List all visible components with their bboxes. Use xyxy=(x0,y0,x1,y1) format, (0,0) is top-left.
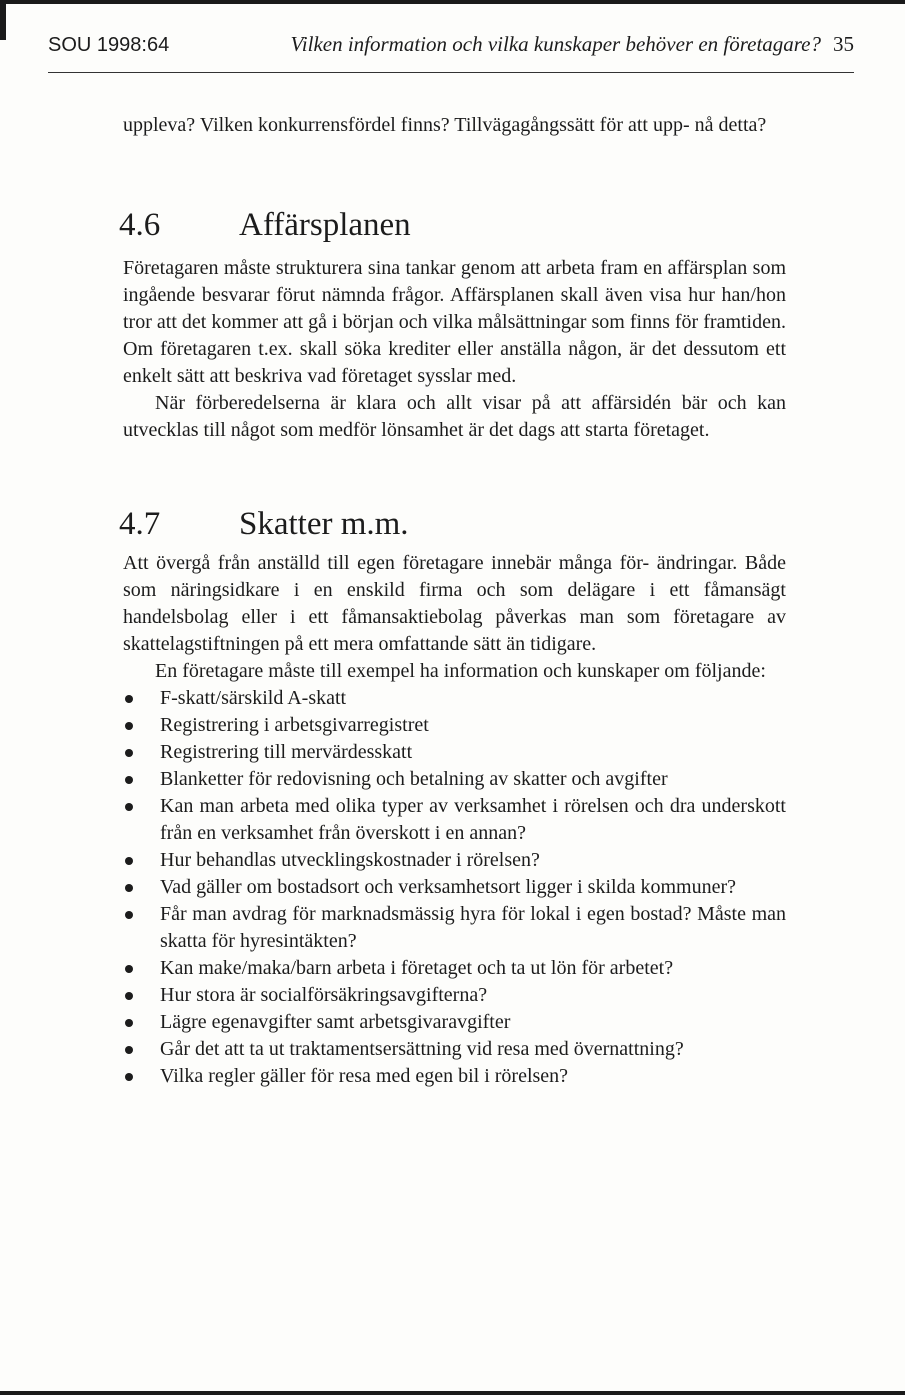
list-item xyxy=(123,766,786,793)
list-item-text: Hur behandlas utvecklingskostnader i rörelsen? xyxy=(160,849,540,871)
list-item-text: Kan make/maka/barn arbeta i företaget och ta ut lön för arbetet? xyxy=(160,957,674,979)
bullet-icon xyxy=(125,776,133,784)
list-item-text: Registrering till mervärdesskatt xyxy=(160,741,413,763)
bullet-icon xyxy=(125,1019,133,1027)
bullet-icon xyxy=(125,965,133,973)
list-item xyxy=(123,874,786,901)
list-item xyxy=(123,1036,786,1063)
bullet-icon xyxy=(125,857,133,865)
list-item xyxy=(123,739,786,766)
list-item xyxy=(123,685,786,712)
list-item-text: Registrering i arbetsgivarregistret xyxy=(160,714,429,736)
list-item-text: Får man avdrag för marknadsmässig hyra för lokal i egen bostad? Måste man skatta för hyresintäkten? xyxy=(160,903,786,952)
scan-edge-bottom xyxy=(0,1391,905,1395)
list-item xyxy=(123,847,786,874)
running-header xyxy=(48,32,854,57)
section-title: Skatter m.m. xyxy=(239,506,409,542)
bullet-icon xyxy=(125,911,133,919)
list-item-text: Vilka regler gäller för resa med egen bil i rörelsen? xyxy=(160,1065,569,1087)
list-item-text: Lägre egenavgifter samt arbetsgivaravgifter xyxy=(160,1011,511,1033)
chapter-title: Vilken information och vilka kunskaper behöver en företagare? xyxy=(290,32,821,56)
list-item xyxy=(123,901,786,955)
intro-paragraph: uppleva? Vilken konkurrensfördel finns? Tillvägagångssätt för att upp- nå detta? xyxy=(123,114,767,136)
list-item xyxy=(123,712,786,739)
list-item-text: F-skatt/särskild A-skatt xyxy=(160,687,347,709)
paragraph: Att övergå från anställd till egen företagare innebär många för- ändringar. Både som näringsidkare i en enskild firma och som delägare i ett fåmansägt handelsbolag eller i ett fåmansaktiebolag påverkas man som företagare av skattelagstiftningen på ett mera omfattande sätt än tidigare. xyxy=(123,552,786,655)
list-item xyxy=(123,793,786,847)
section-number: 4.6 xyxy=(119,207,161,243)
list-item-text: Vad gäller om bostadsort och verksamhetsort ligger i skilda kommuner? xyxy=(160,876,736,898)
header-rule xyxy=(48,72,854,73)
paragraph: Företagaren måste strukturera sina tankar genom att arbeta fram en affärsplan som ingående besvarar förut nämnda frågor. Affärsplanen skall även visa hur han/hon tror att det kommer att gå i början och vilka målsättningar som finns för framtiden. Om företagaren t.ex. skall söka krediter eller anställa någon, är det dessutom ett enkelt sätt att beskriva vad företaget sysslar med. xyxy=(123,257,786,387)
list-item-text: Blanketter för redovisning och betalning av skatter och avgifter xyxy=(160,768,668,790)
body-content xyxy=(119,112,786,1090)
paragraph: En företagare måste till exempel ha information och kunskaper om följande: xyxy=(155,660,766,682)
bullet-list xyxy=(123,685,786,1090)
bullet-icon xyxy=(125,749,133,757)
paragraph: När förberedelserna är klara och allt visar på att affärsidén bär och kan utvecklas till något som medför lönsamhet är det dags att starta företaget. xyxy=(123,392,786,441)
section-heading-4-7 xyxy=(119,504,786,544)
bullet-icon xyxy=(125,722,133,730)
bullet-icon xyxy=(125,695,133,703)
bullet-icon xyxy=(125,1073,133,1081)
report-series: SOU 1998:64 xyxy=(48,34,170,56)
header-right xyxy=(291,32,855,57)
bullet-icon xyxy=(125,803,133,811)
section-number: 4.7 xyxy=(119,506,161,542)
section-heading-4-6 xyxy=(119,205,786,245)
list-item-text: Kan man arbeta med olika typer av verksamhet i rörelsen och dra underskott från en verksamhet från överskott i en annan? xyxy=(160,795,786,844)
list-item xyxy=(123,955,786,982)
bullet-icon xyxy=(125,1046,133,1054)
scan-edge-top xyxy=(0,0,905,4)
bullet-icon xyxy=(125,884,133,892)
section-title: Affärsplanen xyxy=(239,207,411,243)
page-number: 35 xyxy=(833,32,854,56)
list-item-text: Går det att ta ut traktamentsersättning vid resa med övernattning? xyxy=(160,1038,684,1060)
list-item-text: Hur stora är socialförsäkringsavgifterna? xyxy=(160,984,488,1006)
list-item xyxy=(123,982,786,1009)
list-item xyxy=(123,1009,786,1036)
scan-edge-corner xyxy=(0,0,6,40)
bullet-icon xyxy=(125,992,133,1000)
list-item xyxy=(123,1063,786,1090)
